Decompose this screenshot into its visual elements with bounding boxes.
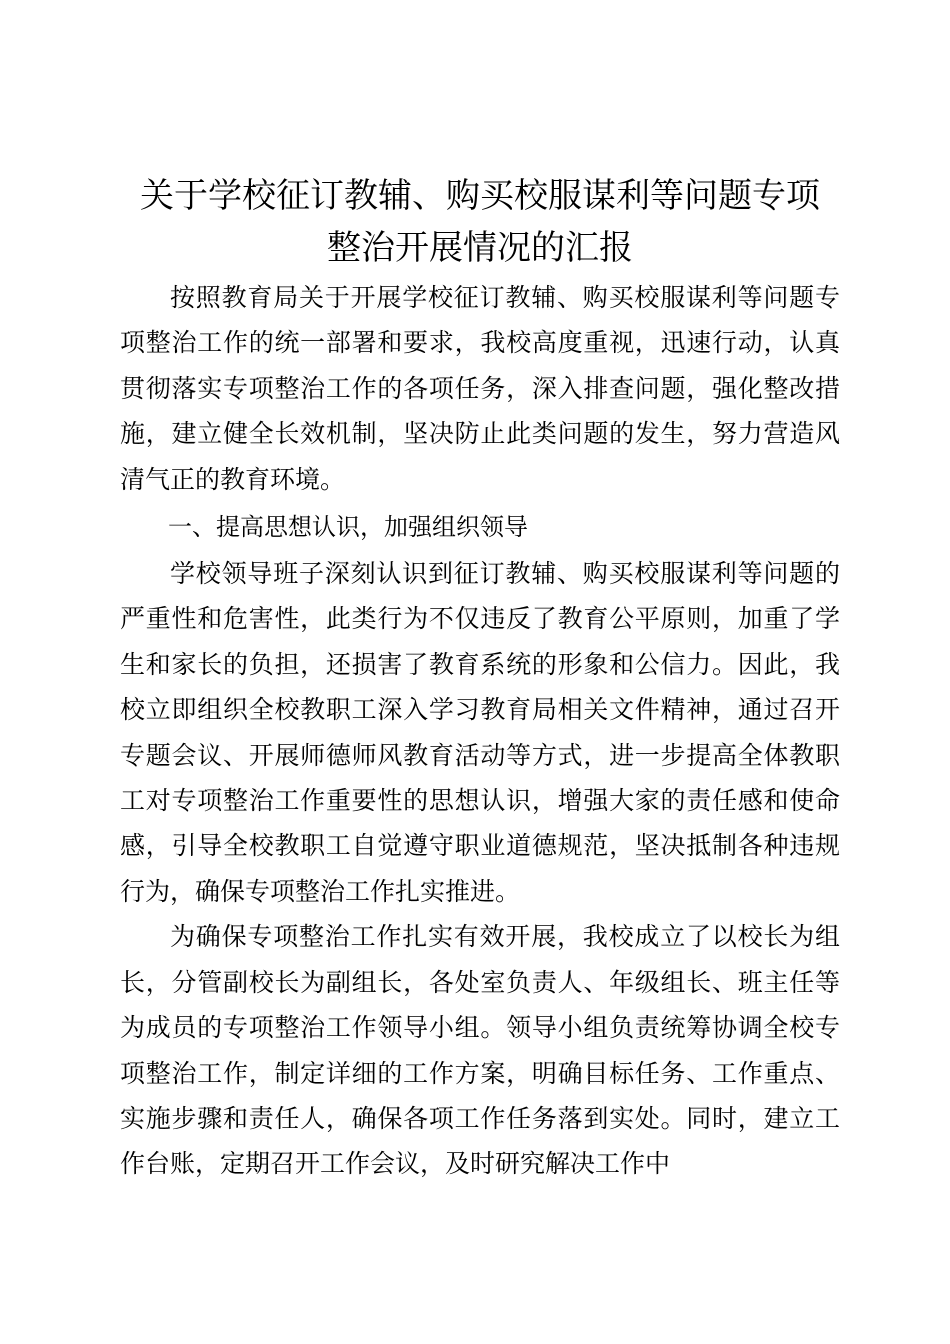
title-line-1: 关于学校征订教辅、购买校服谋利等问题专项 [140,176,820,216]
paragraph-leadership-group: 为确保专项整治工作扎实有效开展，我校成立了以校长为组长，分管副校长为副组长，各处室负责人、年级组长、班主任等为成员的专项整治工作领导小组。领导小组负责统筹协调全校专项整治工作，制定详细的工作方案，明确目标任务、工作重点、实施步骤和责任人，确保各项工作任务落到实处。同时，建立工作台账，定期召开工作会议，及时研究解决工作中 [120,922,840,1179]
paragraph-awareness: 学校领导班子深刻认识到征订教辅、购买校服谋利等问题的严重性和危害性，此类行为不仅违反了教育公平原则，加重了学生和家长的负担，还损害了教育系统的形象和公信力。因此，我校立即组织全校教职工深入学习教育局相关文件精神，通过召开专题会议、开展师德师风教育活动等方式，进一步提高全体教职工对专项整治工作重要性的思想认识，增强大家的责任感和使命感，引导全校教职工自觉遵守职业道德规范，坚决抵制各种违规行为，确保专项整治工作扎实推进。 [120,559,840,906]
document-title [110,170,850,274]
document-body [120,275,840,1187]
section-heading-1: 一、提高思想认识，加强组织领导 [168,513,528,542]
title-line-2: 整治开展情况的汇报 [327,228,633,268]
paragraph-intro: 按照教育局关于开展学校征订教辅、购买校服谋利等问题专项整治工作的统一部署和要求，我校高度重视，迅速行动，认真贯彻落实专项整治工作的各项任务，深入排查问题，强化整改措施，建立健全长效机制，坚决防止此类问题的发生，努力营造风清气正的教育环境。 [120,283,840,494]
